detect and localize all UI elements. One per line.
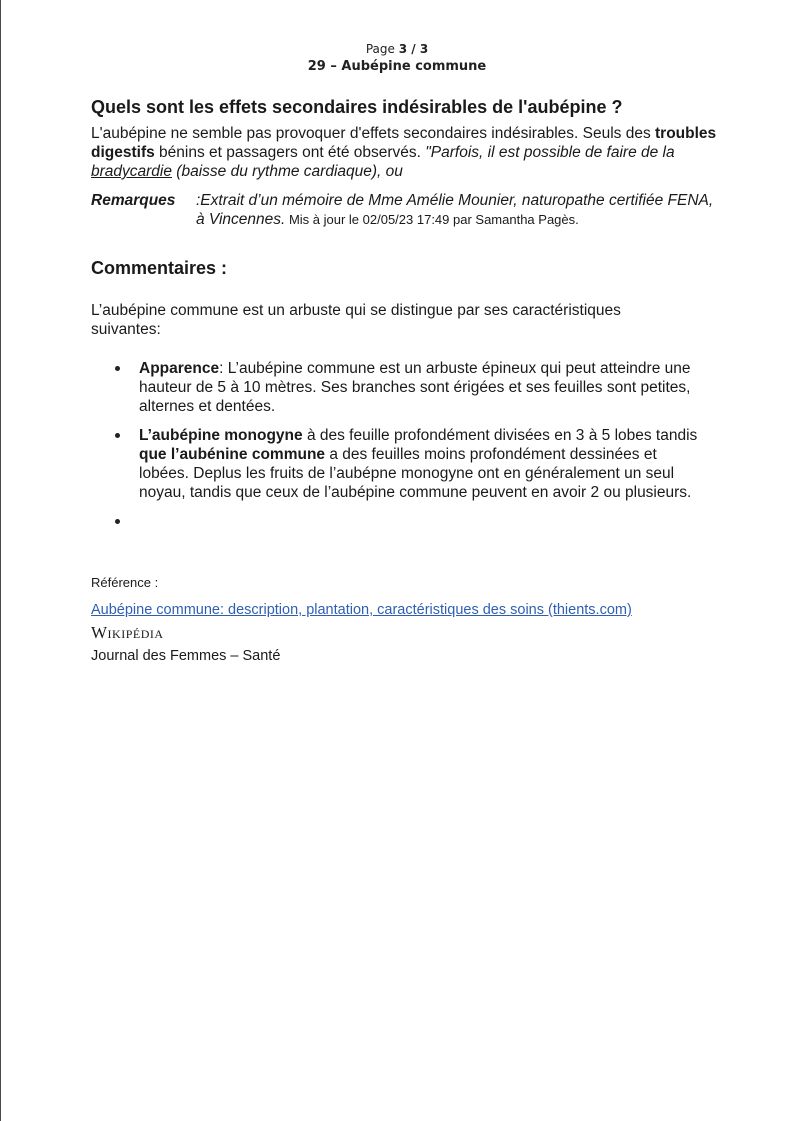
- page-header: [0, 40, 794, 76]
- update-info: Mis à jour le 02/05/23 17:49 par Samantha Pagès.: [285, 212, 579, 227]
- remarks-block: [91, 191, 731, 229]
- reference-link[interactable]: Aubépine commune: description, plantation, caractéristiques des soins (thients.com): [91, 602, 632, 618]
- document-title: 29 – Aubépine commune: [307, 59, 487, 74]
- page-number: Page 3 / 3: [365, 42, 429, 56]
- journal-reference: Journal des Femmes – Santé: [91, 648, 281, 664]
- characteristics-list: [91, 359, 731, 531]
- reference-label: Référence :: [91, 575, 159, 590]
- bullet-icon: [115, 433, 120, 438]
- comments-intro: L’aubépine commune est un arbuste qui se distingue par ses caractéristiques suivantes:: [91, 302, 621, 338]
- page-content: [91, 96, 731, 665]
- side-effects-paragraph: L'aubépine ne semble pas provoquer d'effets secondaires indésirables. Seuls des troubles digestifs bénins et passagers ont été observés. "Parfois, il est possible de faire de la bradycardie (baisse du rythme cardiaque), ou: [91, 125, 717, 180]
- bullet-icon: [115, 519, 120, 524]
- comments-heading: Commentaires :: [91, 258, 228, 278]
- digestive-troubles-emphasis: troubles digestifs: [91, 125, 717, 161]
- wikipedia-reference: Wikipédia: [91, 623, 164, 642]
- side-effects-heading: Quels sont les effets secondaires indésirables de l'aubépine ?: [91, 97, 623, 117]
- bradycardie-link[interactable]: bradycardie: [91, 163, 172, 180]
- remarks-text: :Extrait d’un mémoire de Mme Amélie Mounier, naturopathe certifiée FENA, à Vincennes. Mis à jour le 02/05/23 17:49 par Samantha Pagès.: [196, 192, 714, 228]
- list-item-appearance: Apparence: L’aubépine commune est un arbuste épineux qui peut atteindre une hauteur de 5 à 10 mètres. Ses branches sont érigées et ses feuilles sont petites, alternes et dentées.: [91, 359, 699, 416]
- bullet-icon: [115, 366, 120, 371]
- remarks-label: Remarques: [91, 192, 176, 209]
- list-item-monogyne: L’aubépine monogyne à des feuille profondément divisées en 3 à 5 lobes tandis que l’aubénine commune a des feuilles moins profondément dessinées et lobées. Deplus les fruits de l’aubépne monogyne ont en généralement un seul noyau, tandis que ceux de l’aubépine commune peuvent en avoir 2 ou plusieurs.: [91, 426, 699, 502]
- list-item-empty: [91, 512, 699, 531]
